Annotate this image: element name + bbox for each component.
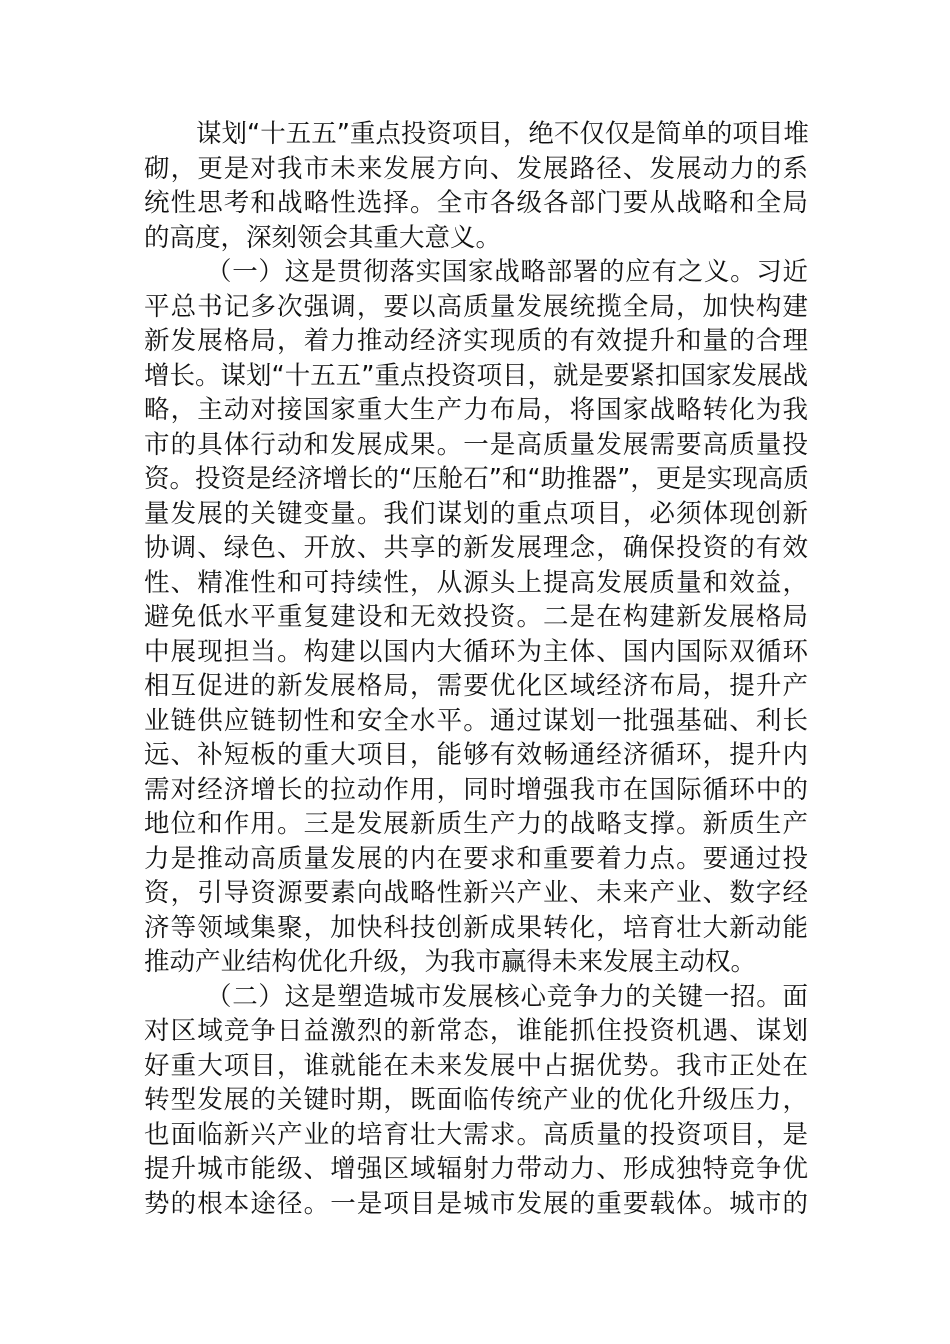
- text-line: 需对经济增长的拉动作用，同时增强我市在国际循环中的: [144, 774, 808, 805]
- text-line: 相互促进的新发展格局，需要优化区域经济布局，提升产: [144, 671, 808, 701]
- section-heading-line: （二）这是塑造城市发展核心竞争力的关键一招。面: [206, 981, 808, 1012]
- text-line: 统性思考和战略性选择。全市各级各部门要从战略和全局: [144, 188, 808, 218]
- text-line: 推动产业结构优化升级，为我市赢得未来发展主动权。: [144, 947, 757, 977]
- text-line: 资，引导资源要素向战略性新兴产业、未来产业、数字经: [144, 878, 808, 908]
- text-line: 增长。谋划“十五五”重点投资项目，就是要紧扣国家发展战: [144, 360, 808, 391]
- paragraph-intro: [144, 117, 808, 255]
- text-line: 转型发展的关键时期，既面临传统产业的优化升级压力，: [144, 1085, 808, 1115]
- text-line: 势的根本途径。一是项目是城市发展的重要载体。城市的: [144, 1188, 808, 1219]
- text-line: 的高度，深刻领会其重大意义。: [144, 222, 502, 253]
- text-line: 提升城市能级、增强区域辐射力带动力、形成独特竞争优: [144, 1154, 808, 1184]
- paragraph-section-2: [144, 980, 808, 1222]
- text-line: 力是推动高质量发展的内在要求和重要着力点。要通过投: [144, 843, 808, 874]
- text-line: 中展现担当。构建以国内大循环为主体、国内国际双循环: [144, 636, 808, 667]
- text-line: 业链供应链韧性和安全水平。通过谋划一批强基础、利长: [144, 705, 808, 736]
- text-line: 避免低水平重复建设和无效投资。二是在构建新发展格局: [144, 602, 808, 632]
- text-line: 远、补短板的重大项目，能够有效畅通经济循环，提升内: [144, 740, 808, 770]
- text-line: 资。投资是经济增长的“压舱石”和“助推器”，更是实现高质: [144, 464, 809, 494]
- text-line: 好重大项目，谁就能在未来发展中占据优势。我市正处在: [144, 1050, 808, 1081]
- text-line: 对区域竞争日益激烈的新常态，谁能抓住投资机遇、谋划: [144, 1016, 808, 1046]
- body-text: [144, 117, 808, 1221]
- text-line: 性、精准性和可持续性，从源头上提高发展质量和效益，: [144, 567, 808, 598]
- text-line: 济等领域集聚，加快科技创新成果转化，培育壮大新动能: [144, 912, 808, 943]
- text-line: 谋划“十五五”重点投资项目，绝不仅仅是简单的项目堆: [196, 119, 809, 149]
- text-line: 协调、绿色、开放、共享的新发展理念，确保投资的有效: [144, 533, 808, 563]
- text-line: 平总书记多次强调，要以高质量发展统揽全局，加快构建: [144, 291, 808, 322]
- text-line: 地位和作用。三是发展新质生产力的战略支撑。新质生产: [144, 809, 808, 839]
- text-line: 也面临新兴产业的培育壮大需求。高质量的投资项目，是: [144, 1119, 808, 1150]
- text-line: 新发展格局，着力推动经济实现质的有效提升和量的合理: [144, 326, 808, 356]
- text-line: 砌，更是对我市未来发展方向、发展路径、发展动力的系: [144, 153, 808, 184]
- text-line: 市的具体行动和发展成果。一是高质量发展需要高质量投: [144, 429, 808, 460]
- section-heading-line: （一）这是贯彻落实国家战略部署的应有之义。习近: [206, 257, 808, 287]
- text-line: 略，主动对接国家重大生产力布局，将国家战略转化为我: [144, 395, 808, 425]
- paragraph-section-1: [144, 255, 808, 980]
- text-line: 量发展的关键变量。我们谋划的重点项目，必须体现创新: [144, 498, 808, 529]
